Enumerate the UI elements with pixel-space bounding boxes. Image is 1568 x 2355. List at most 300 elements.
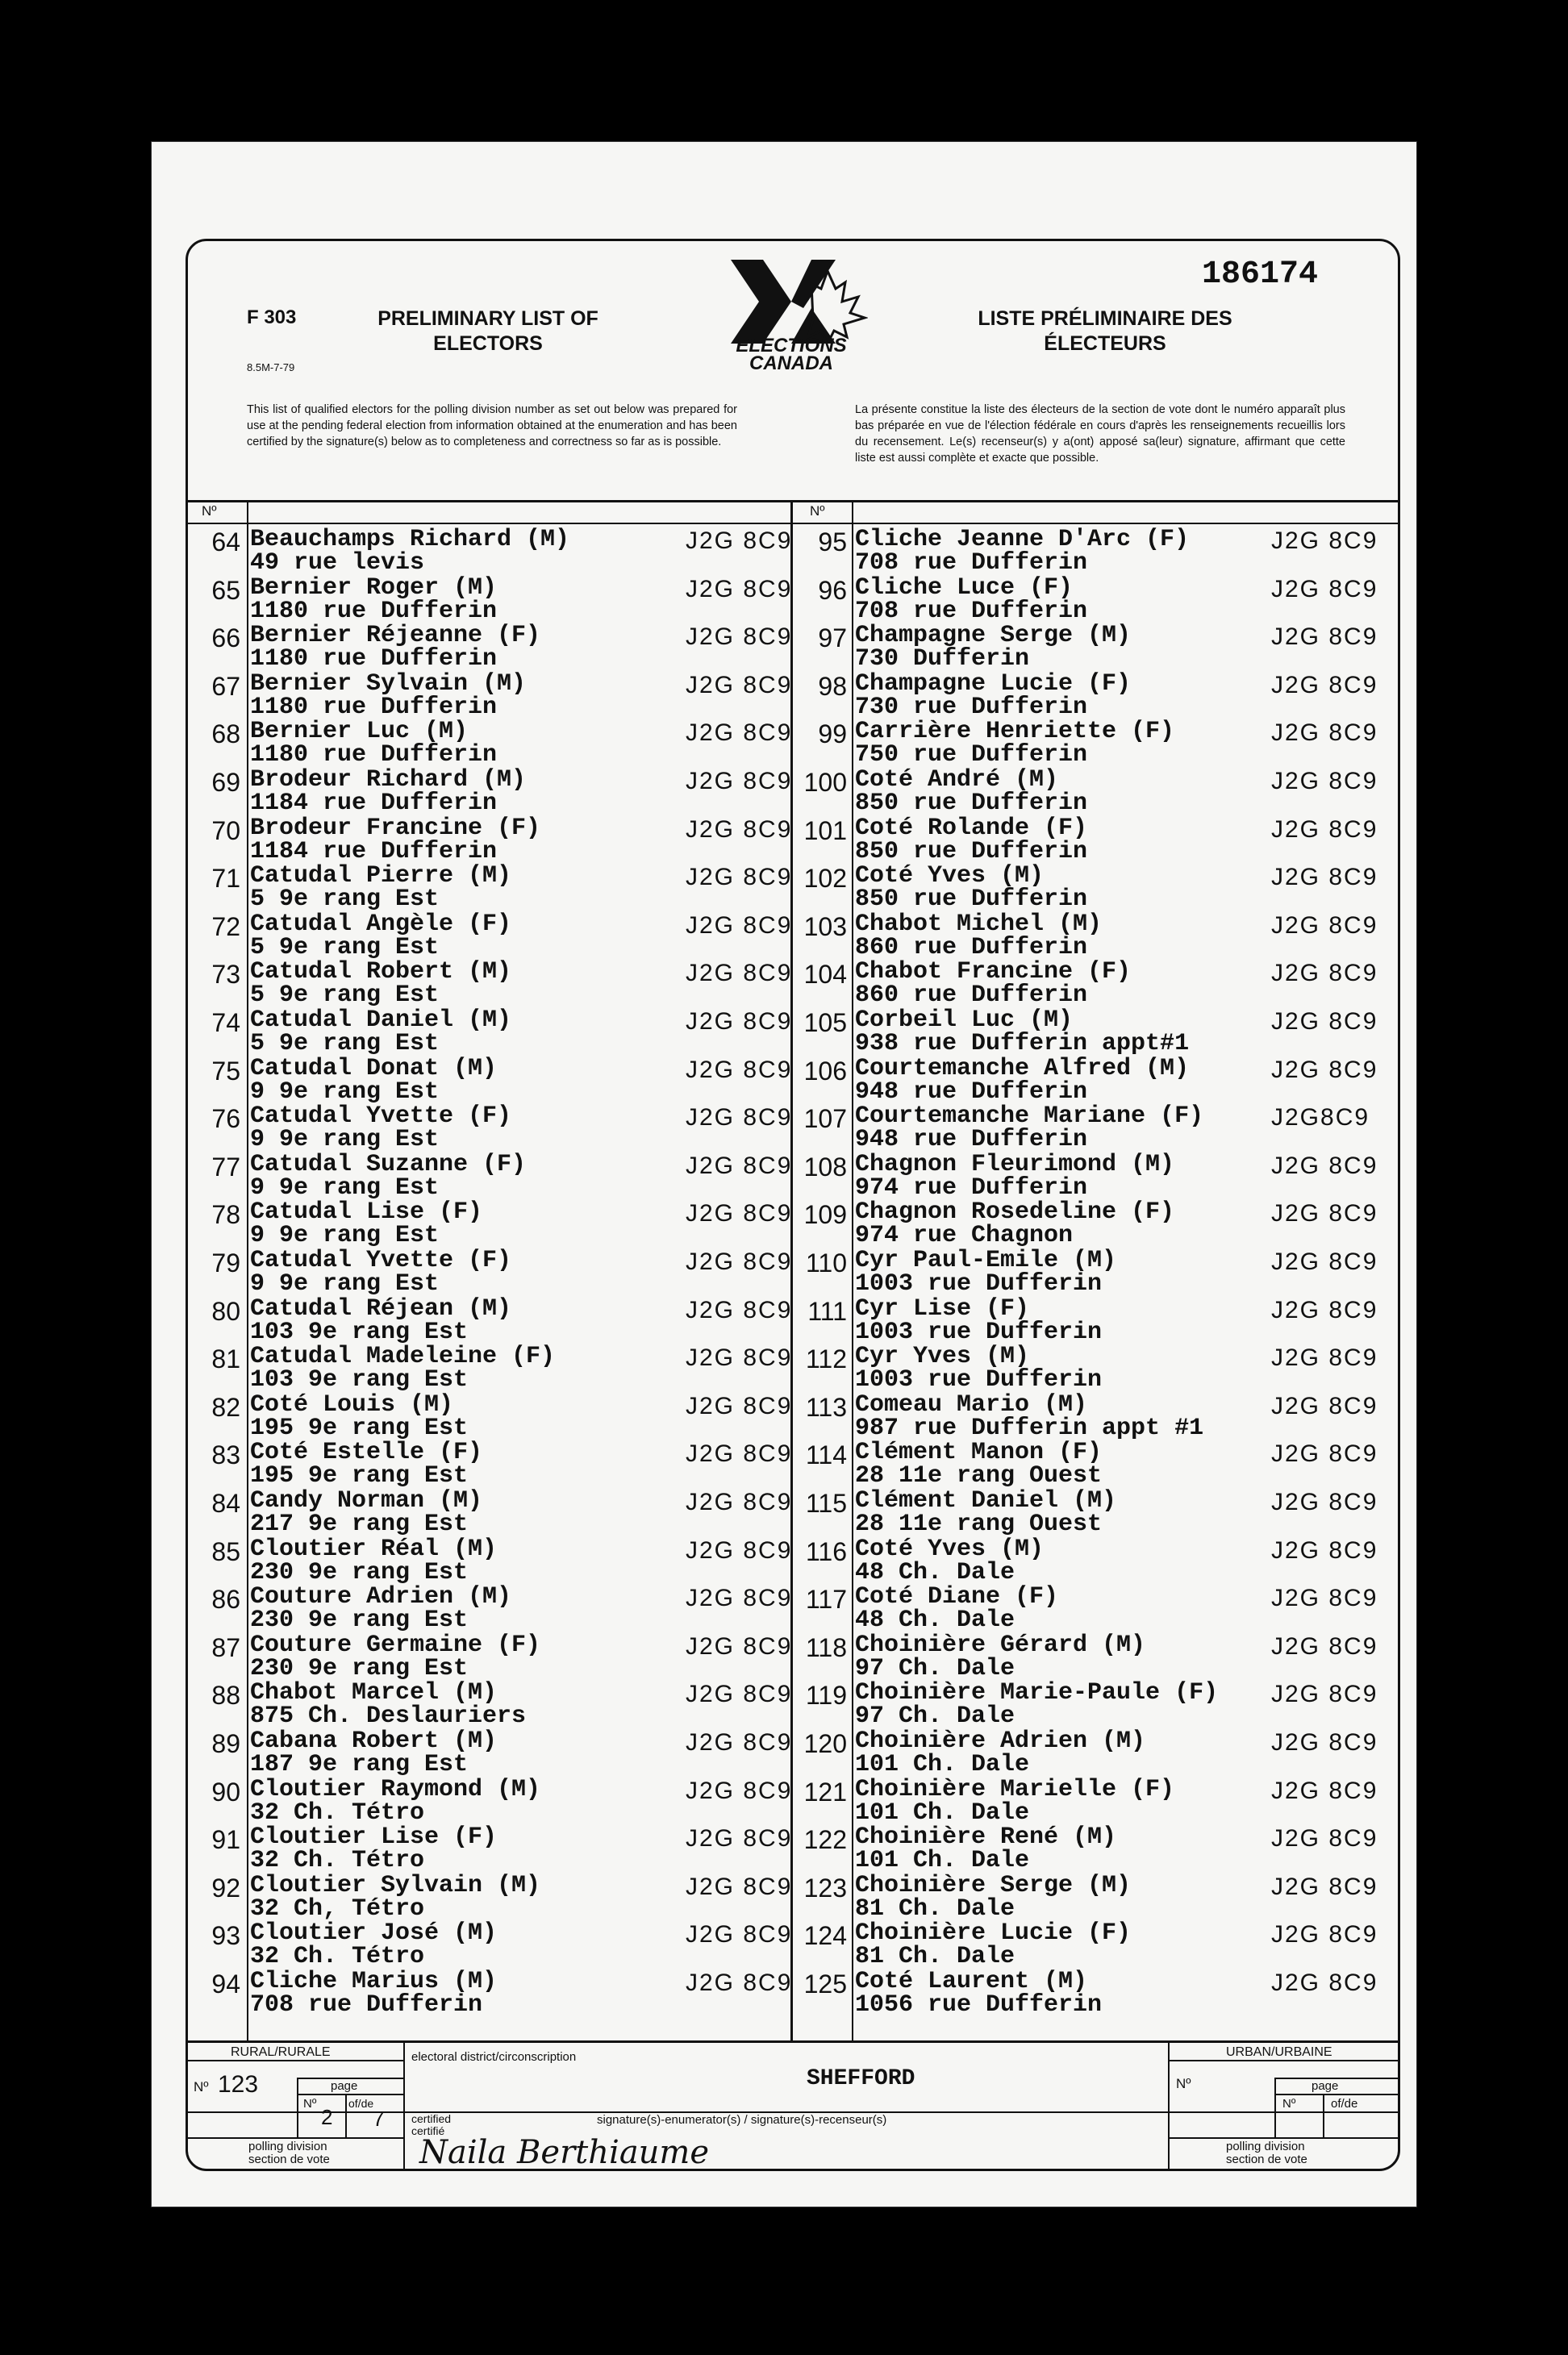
- elector-number: 108: [803, 1152, 847, 1182]
- elector-name: Cliche Jeanne D'Arc (F): [855, 526, 1190, 553]
- elector-postal-code: J2G 8C9: [1271, 1536, 1378, 1564]
- elector-name: Catudal Angèle (F): [250, 910, 512, 938]
- title-en-line1: PRELIMINARY LIST OF: [377, 307, 598, 330]
- elector-postal-code: J2G 8C9: [686, 1729, 793, 1756]
- elector-postal-code: J2G 8C9: [686, 1152, 793, 1179]
- elector-postal-code: J2G 8C9: [1271, 1777, 1378, 1804]
- elector-name: Champagne Serge (M): [855, 622, 1132, 650]
- elector-address: 860 rue Dufferin: [855, 982, 1088, 1010]
- signature-label: signature(s)-enumerator(s) / signature(s)-recenseur(s): [597, 2113, 887, 2127]
- elector-name: Chabot Francine (F): [855, 958, 1132, 986]
- elector-postal-code: J2G 8C9: [1271, 1440, 1378, 1468]
- elector-name: Clément Manon (F): [855, 1439, 1103, 1467]
- elector-number: 79: [211, 1248, 240, 1278]
- form-code: F 303: [247, 306, 297, 328]
- footer-rule-4: [1168, 2137, 1399, 2139]
- logo-line2: CANADA: [749, 352, 833, 374]
- elector-address: 101 Ch. Dale: [855, 1799, 1030, 1827]
- elector-number: 98: [818, 671, 847, 701]
- elector-number: 111: [807, 1296, 847, 1326]
- elector-postal-code: J2G 8C9: [686, 1489, 793, 1515]
- poll-no-label: Nº: [194, 2079, 209, 2094]
- elector-row: [0, 1919, 1568, 1971]
- elector-number: 105: [803, 1008, 847, 1037]
- elector-name: Choinière Gérard (M): [855, 1631, 1146, 1659]
- elector-address: 948 rue Dufferin: [855, 1126, 1088, 1154]
- elector-postal-code: J2G8C9: [1271, 1104, 1370, 1132]
- elector-number: 115: [805, 1489, 847, 1518]
- elector-number: 100: [803, 768, 847, 797]
- elector-postal-code: J2G 8C9: [686, 960, 793, 987]
- elector-number: 71: [211, 864, 240, 894]
- elector-name: Cloutier Raymond (M): [250, 1775, 541, 1803]
- elector-number: 81: [211, 1344, 240, 1374]
- elector-number: 116: [805, 1536, 847, 1566]
- title-fr-line1: LISTE PRÉLIMINAIRE DES: [978, 307, 1232, 330]
- elector-number: 124: [803, 1921, 847, 1951]
- logo-x-maple-icon: [715, 260, 868, 344]
- footer-rule-9: [345, 2094, 347, 2139]
- elector-address: 938 rue Dufferin appt#1: [855, 1030, 1190, 1057]
- elector-row: [0, 1198, 1568, 1250]
- urban-polling-label-en: polling division: [1226, 2140, 1305, 2153]
- elector-postal-code: J2G 8C9: [686, 719, 793, 747]
- elector-number: 114: [805, 1440, 847, 1470]
- elector-name: Cloutier José (M): [250, 1919, 498, 1948]
- intro-english: This list of qualified electors for the polling division number as set out below was prepared for use at the pending federal election from information obtained at the enumeration and has been certified by the signature(s) below as to completeness and correctness so far as is possible.: [247, 403, 737, 448]
- elector-number: 87: [211, 1632, 240, 1662]
- elector-address: 730 rue Dufferin: [855, 693, 1088, 721]
- elector-address: 1003 rue Dufferin: [855, 1270, 1103, 1298]
- elector-postal-code: J2G 8C9: [1271, 1248, 1378, 1275]
- elector-postal-code: J2G 8C9: [1271, 1969, 1378, 1996]
- elector-name: Courtemanche Alfred (M): [855, 1054, 1190, 1082]
- elector-address: 1180 rue Dufferin: [250, 741, 498, 769]
- elector-postal-code: J2G 8C9: [1271, 1489, 1378, 1515]
- elector-address: 217 9e rang Est: [250, 1511, 469, 1538]
- elector-number: 93: [211, 1921, 240, 1951]
- elector-address: 850 rue Dufferin: [855, 790, 1088, 817]
- elector-address: 9 9e rang Est: [250, 1126, 440, 1154]
- elector-postal-code: J2G 8C9: [686, 1392, 793, 1419]
- elector-name: Catudal Suzanne (F): [250, 1150, 527, 1178]
- elector-row: [0, 1632, 1568, 1680]
- elector-row: [0, 1775, 1568, 1827]
- elector-address: 9 9e rang Est: [250, 1173, 440, 1202]
- urban-polling-label-fr: section de vote: [1226, 2153, 1307, 2166]
- elector-number: 82: [211, 1392, 240, 1422]
- polling-label-fr: section de vote: [248, 2153, 330, 2166]
- elector-postal-code: J2G 8C9: [1271, 1296, 1378, 1323]
- elector-number: 74: [211, 1008, 240, 1037]
- footer-rule-6: [1274, 2078, 1276, 2139]
- elector-name: Coté Diane (F): [855, 1583, 1059, 1611]
- elector-address: 708 rue Dufferin: [250, 1991, 483, 2019]
- col-no-left: Nº: [202, 503, 217, 519]
- elector-address: 28 11e rang Ouest: [855, 1511, 1103, 1538]
- elector-row: [0, 1054, 1568, 1106]
- elector-address: 5 9e rang Est: [250, 933, 440, 961]
- urban-of-label: of/de: [1331, 2097, 1358, 2111]
- elector-row: [0, 1824, 1568, 1875]
- elector-row: [0, 670, 1568, 719]
- elector-address: 974 rue Dufferin: [855, 1173, 1088, 1202]
- elector-postal-code: J2G 8C9: [686, 623, 793, 651]
- elector-address: 97 Ch. Dale: [855, 1703, 1015, 1731]
- elector-row: [0, 766, 1568, 815]
- elector-postal-code: J2G 8C9: [686, 1440, 793, 1468]
- elector-postal-code: J2G 8C9: [686, 815, 793, 843]
- elector-name: Cabana Robert (M): [250, 1728, 498, 1755]
- serial-number: 186174: [1202, 256, 1319, 293]
- elector-name: Bernier Réjeanne (F): [250, 622, 541, 650]
- elector-number: 97: [818, 623, 847, 653]
- elector-name: Chagnon Fleurimond (M): [855, 1150, 1175, 1178]
- elector-name: Catudal Yvette (F): [250, 1247, 512, 1274]
- logo-text: [715, 337, 868, 373]
- elector-row: [0, 526, 1568, 577]
- elector-name: Cyr Yves (M): [855, 1343, 1030, 1371]
- elector-postal-code: J2G 8C9: [686, 911, 793, 939]
- elector-name: Catudal Madeleine (F): [250, 1343, 556, 1371]
- elector-row: [0, 1102, 1568, 1154]
- title-en: [355, 306, 621, 356]
- elector-postal-code: J2G 8C9: [1271, 1873, 1378, 1900]
- elector-name: Bernier Roger (M): [250, 573, 498, 602]
- elector-address: 875 Ch. Deslauriers: [250, 1703, 527, 1731]
- elector-number: 77: [211, 1152, 240, 1182]
- enumerator-signature: Naila Berthiaume: [419, 2134, 710, 2171]
- elector-postal-code: J2G 8C9: [686, 1632, 793, 1660]
- elector-address: 230 9e rang Est: [250, 1654, 469, 1682]
- elector-number: 117: [805, 1585, 847, 1615]
- elector-postal-code: J2G 8C9: [1271, 1729, 1378, 1756]
- elector-name: Coté Yves (M): [855, 1535, 1045, 1563]
- page-label: page: [331, 2079, 358, 2093]
- elector-name: Candy Norman (M): [250, 1487, 483, 1515]
- certified-label: certified certifié: [411, 2112, 452, 2137]
- urban-page-no-label: Nº: [1282, 2097, 1296, 2111]
- elector-address: 850 rue Dufferin: [855, 886, 1088, 914]
- elector-postal-code: J2G 8C9: [686, 864, 793, 891]
- page-no-label: Nº: [303, 2097, 317, 2111]
- elector-row: [0, 1007, 1568, 1055]
- elector-address: 97 Ch. Dale: [855, 1654, 1015, 1682]
- elector-row: [0, 574, 1568, 623]
- elector-address: 850 rue Dufferin: [855, 837, 1088, 865]
- elector-address: 708 rue Dufferin: [855, 597, 1088, 625]
- elector-postal-code: J2G 8C9: [686, 671, 793, 698]
- elector-postal-code: J2G 8C9: [686, 527, 793, 554]
- elector-number: 84: [211, 1489, 240, 1518]
- elector-postal-code: J2G 8C9: [1271, 815, 1378, 843]
- elector-name: Couture Germaine (F): [250, 1631, 541, 1659]
- elector-row: [0, 1343, 1568, 1394]
- intro-french: La présente constitue la liste des électeurs de la section de vote dont le numéro apparaît plus bas préparée en vue de l'élection fédérale en cours d'après les renseignements recueillis lors du recensement. Le(s) recenseur(s) y a(ont) apposé sa(leur) signature, affirmant que cette liste est aussi complète et exacte que possible.: [855, 403, 1345, 465]
- elector-postal-code: J2G 8C9: [1271, 1392, 1378, 1419]
- elector-address: 1180 rue Dufferin: [250, 645, 498, 673]
- poll-number: 123: [218, 2071, 259, 2098]
- elector-postal-code: J2G 8C9: [686, 1008, 793, 1035]
- elector-name: Catudal Daniel (M): [250, 1007, 512, 1034]
- elector-postal-code: J2G 8C9: [686, 1536, 793, 1564]
- elector-postal-code: J2G 8C9: [1271, 911, 1378, 939]
- elector-number: 113: [805, 1392, 847, 1422]
- elector-number: 92: [211, 1873, 240, 1903]
- footer-rule-5: [297, 2078, 298, 2139]
- elector-name: Courtemanche Mariane (F): [855, 1102, 1204, 1131]
- elector-address: 48 Ch. Dale: [855, 1607, 1015, 1635]
- elector-name: Coté Laurent (M): [855, 1968, 1088, 1995]
- elector-address: 195 9e rang Est: [250, 1462, 469, 1490]
- elector-number: 125: [803, 1969, 847, 1999]
- elector-number: 80: [211, 1296, 240, 1326]
- elector-number: 86: [211, 1585, 240, 1615]
- elector-postal-code: J2G 8C9: [1271, 1585, 1378, 1612]
- elector-name: Catudal Réjean (M): [250, 1294, 512, 1323]
- elector-number: 103: [803, 911, 847, 941]
- elector-row: [0, 1679, 1568, 1731]
- footer-top-rule: [186, 2040, 1399, 2043]
- elector-postal-code: J2G 8C9: [1271, 671, 1378, 698]
- urban-polling-division-label: [1226, 2140, 1307, 2166]
- elector-postal-code: J2G 8C9: [686, 1825, 793, 1853]
- elector-name: Cloutier Lise (F): [250, 1824, 498, 1852]
- elector-row: [0, 1295, 1568, 1344]
- elector-address: 1003 rue Dufferin: [855, 1318, 1103, 1346]
- footer-rule-11: [297, 2094, 403, 2095]
- elector-postal-code: J2G 8C9: [1271, 1825, 1378, 1853]
- elector-address: 730 Dufferin: [855, 645, 1030, 673]
- elector-name: Comeau Mario (M): [855, 1390, 1088, 1419]
- elector-number: 75: [211, 1056, 240, 1086]
- elector-number: 120: [803, 1729, 847, 1758]
- col-no-right: Nº: [810, 503, 825, 519]
- elector-name: Coté Rolande (F): [855, 814, 1088, 842]
- elector-row: [0, 1150, 1568, 1202]
- elector-row: [0, 1536, 1568, 1584]
- elector-row: [0, 1391, 1568, 1440]
- elector-name: Bernier Sylvain (M): [250, 669, 527, 698]
- elector-row: [0, 1968, 1568, 2019]
- title-fr-line2: ÉLECTEURS: [1044, 332, 1166, 355]
- elector-address: 28 11e rang Ouest: [855, 1462, 1103, 1490]
- elector-number: 110: [805, 1248, 847, 1278]
- elector-postal-code: J2G 8C9: [686, 1344, 793, 1372]
- page-of: 7: [373, 2107, 385, 2131]
- elector-name: Coté Louis (M): [250, 1390, 454, 1419]
- elector-name: Catudal Lise (F): [250, 1198, 483, 1227]
- elector-number: 91: [211, 1825, 240, 1855]
- elector-postal-code: J2G 8C9: [686, 1200, 793, 1228]
- elector-postal-code: J2G 8C9: [1271, 1344, 1378, 1372]
- elector-number: 118: [805, 1632, 847, 1662]
- urban-label: URBAN/URBAINE: [1226, 2045, 1332, 2059]
- elector-address: 48 Ch. Dale: [855, 1558, 1015, 1586]
- elector-name: Cyr Lise (F): [855, 1294, 1030, 1323]
- elector-address: 5 9e rang Est: [250, 886, 440, 914]
- elector-number: 88: [211, 1681, 240, 1711]
- elector-name: Choinière Adrien (M): [855, 1728, 1146, 1755]
- elector-name: Choinière Marielle (F): [855, 1775, 1175, 1803]
- elector-address: 750 rue Dufferin: [855, 741, 1088, 769]
- elector-address: 987 rue Dufferin appt #1: [855, 1414, 1204, 1442]
- print-code: 8.5M-7-79: [247, 361, 295, 373]
- elector-name: Cliche Luce (F): [855, 573, 1074, 602]
- elector-row: [0, 622, 1568, 673]
- elector-number: 72: [211, 911, 240, 941]
- elector-number: 85: [211, 1536, 240, 1566]
- elector-address: 32 Ch, Tétro: [250, 1894, 425, 1923]
- elector-name: Champagne Lucie (F): [855, 669, 1132, 698]
- elector-postal-code: J2G 8C9: [686, 1873, 793, 1900]
- elector-address: 9 9e rang Est: [250, 1270, 440, 1298]
- elector-number: 112: [805, 1344, 847, 1374]
- elector-name: Catudal Yvette (F): [250, 1102, 512, 1131]
- urban-page-label: page: [1312, 2079, 1339, 2093]
- elector-address: 230 9e rang Est: [250, 1558, 469, 1586]
- elector-address: 1056 rue Dufferin: [855, 1991, 1103, 2019]
- elector-name: Cyr Paul-Emile (M): [855, 1247, 1117, 1274]
- elector-row: [0, 1728, 1568, 1776]
- elector-row: [0, 815, 1568, 863]
- footer-rural-rule: [186, 2060, 404, 2061]
- elector-row: [0, 1583, 1568, 1635]
- elector-postal-code: J2G 8C9: [686, 1585, 793, 1612]
- elector-number: 73: [211, 960, 240, 990]
- elector-address: 974 rue Chagnon: [855, 1222, 1074, 1250]
- elector-name: Coté André (M): [855, 766, 1059, 794]
- elector-address: 1180 rue Dufferin: [250, 597, 498, 625]
- elector-number: 104: [803, 960, 847, 990]
- elector-address: 81 Ch. Dale: [855, 1894, 1015, 1923]
- district-label: electoral district/circonscription: [411, 2050, 577, 2064]
- elector-row: [0, 1247, 1568, 1298]
- elector-name: Corbeil Luc (M): [855, 1007, 1074, 1034]
- elector-postal-code: J2G 8C9: [1271, 1681, 1378, 1708]
- footer-rule-10: [1323, 2094, 1324, 2139]
- elector-number: 119: [805, 1681, 847, 1711]
- elector-number: 64: [211, 527, 240, 556]
- elector-name: Carrière Henriette (F): [855, 718, 1175, 746]
- elector-address: 1184 rue Dufferin: [250, 837, 498, 865]
- elector-number: 123: [803, 1873, 847, 1903]
- elector-name: Chabot Michel (M): [855, 910, 1103, 938]
- elector-number: 65: [211, 575, 240, 605]
- footer-urban-rule: [1168, 2060, 1399, 2061]
- elector-postal-code: J2G 8C9: [1271, 1200, 1378, 1228]
- polling-label-en: polling division: [248, 2140, 327, 2153]
- elector-row: [0, 718, 1568, 769]
- elector-address: 103 9e rang Est: [250, 1318, 469, 1346]
- elector-address: 101 Ch. Dale: [855, 1751, 1030, 1778]
- elector-postal-code: J2G 8C9: [1271, 864, 1378, 891]
- elector-name: Choinière Serge (M): [855, 1871, 1132, 1899]
- elections-canada-logo: [715, 260, 868, 373]
- elector-address: 101 Ch. Dale: [855, 1847, 1030, 1875]
- elector-name: Choinière René (M): [855, 1824, 1117, 1852]
- elector-number: 70: [211, 815, 240, 845]
- elector-address: 9 9e rang Est: [250, 1222, 440, 1250]
- polling-division-label: [248, 2140, 330, 2166]
- elector-postal-code: J2G 8C9: [686, 1056, 793, 1083]
- elector-name: Cloutier Sylvain (M): [250, 1871, 541, 1899]
- elector-postal-code: J2G 8C9: [1271, 768, 1378, 794]
- footer-rule-3: [186, 2137, 404, 2139]
- title-en-line2: ELECTORS: [433, 332, 543, 355]
- elector-address: 1180 rue Dufferin: [250, 693, 498, 721]
- logo-line1: ELECTIONS: [736, 335, 847, 356]
- elector-address: 81 Ch. Dale: [855, 1943, 1015, 1971]
- elector-row: [0, 1871, 1568, 1923]
- elector-address: 32 Ch. Tétro: [250, 1847, 425, 1875]
- elector-number: 76: [211, 1104, 240, 1134]
- elector-number: 66: [211, 623, 240, 653]
- elector-postal-code: J2G 8C9: [1271, 575, 1378, 602]
- elector-postal-code: J2G 8C9: [1271, 719, 1378, 747]
- elector-postal-code: J2G 8C9: [1271, 623, 1378, 651]
- elector-name: Brodeur Francine (F): [250, 814, 541, 842]
- elector-number: 122: [803, 1825, 847, 1855]
- elector-name: Coté Yves (M): [855, 862, 1045, 890]
- elector-row: [0, 1487, 1568, 1536]
- elector-postal-code: J2G 8C9: [1271, 960, 1378, 987]
- elector-number: 69: [211, 768, 240, 797]
- elector-postal-code: J2G 8C9: [686, 1296, 793, 1323]
- elector-address: 1184 rue Dufferin: [250, 790, 498, 817]
- elector-number: 121: [803, 1777, 847, 1807]
- elector-number: 89: [211, 1729, 240, 1758]
- elector-number: 102: [803, 864, 847, 894]
- elector-postal-code: J2G 8C9: [686, 1969, 793, 1996]
- elector-number: 106: [803, 1056, 847, 1086]
- elector-address: 9 9e rang Est: [250, 1077, 440, 1106]
- elector-name: Couture Adrien (M): [250, 1583, 512, 1611]
- elector-postal-code: J2G 8C9: [686, 1248, 793, 1275]
- elector-postal-code: J2G 8C9: [1271, 1921, 1378, 1949]
- elector-postal-code: J2G 8C9: [686, 1104, 793, 1132]
- elector-number: 94: [211, 1969, 240, 1999]
- elector-address: 5 9e rang Est: [250, 982, 440, 1010]
- elector-name: Clément Daniel (M): [855, 1487, 1117, 1515]
- elector-number: 67: [211, 671, 240, 701]
- elector-row: [0, 1439, 1568, 1490]
- elector-postal-code: J2G 8C9: [1271, 527, 1378, 554]
- of-label: of/de: [348, 2097, 374, 2110]
- elector-postal-code: J2G 8C9: [686, 768, 793, 794]
- elector-number: 95: [818, 527, 847, 556]
- elector-address: 49 rue levis: [250, 549, 425, 577]
- rural-label: RURAL/RURALE: [231, 2045, 331, 2059]
- elector-row: [0, 958, 1568, 1010]
- footer-rule-12: [1274, 2094, 1399, 2095]
- elector-number: 101: [803, 815, 847, 845]
- elector-number: 68: [211, 719, 240, 749]
- urban-no-label: Nº: [1176, 2076, 1191, 2091]
- elector-address: 708 rue Dufferin: [855, 549, 1088, 577]
- page-number: 2: [321, 2105, 333, 2129]
- elector-address: 948 rue Dufferin: [855, 1077, 1088, 1106]
- elector-postal-code: J2G 8C9: [686, 575, 793, 602]
- elector-number: 107: [803, 1104, 847, 1134]
- elector-name: Catudal Robert (M): [250, 958, 512, 986]
- elector-number: 96: [818, 575, 847, 605]
- elector-number: 90: [211, 1777, 240, 1807]
- elector-address: 187 9e rang Est: [250, 1751, 469, 1778]
- elector-name: Cliche Marius (M): [250, 1968, 498, 1995]
- title-fr: [952, 306, 1258, 356]
- elector-postal-code: J2G 8C9: [1271, 1632, 1378, 1660]
